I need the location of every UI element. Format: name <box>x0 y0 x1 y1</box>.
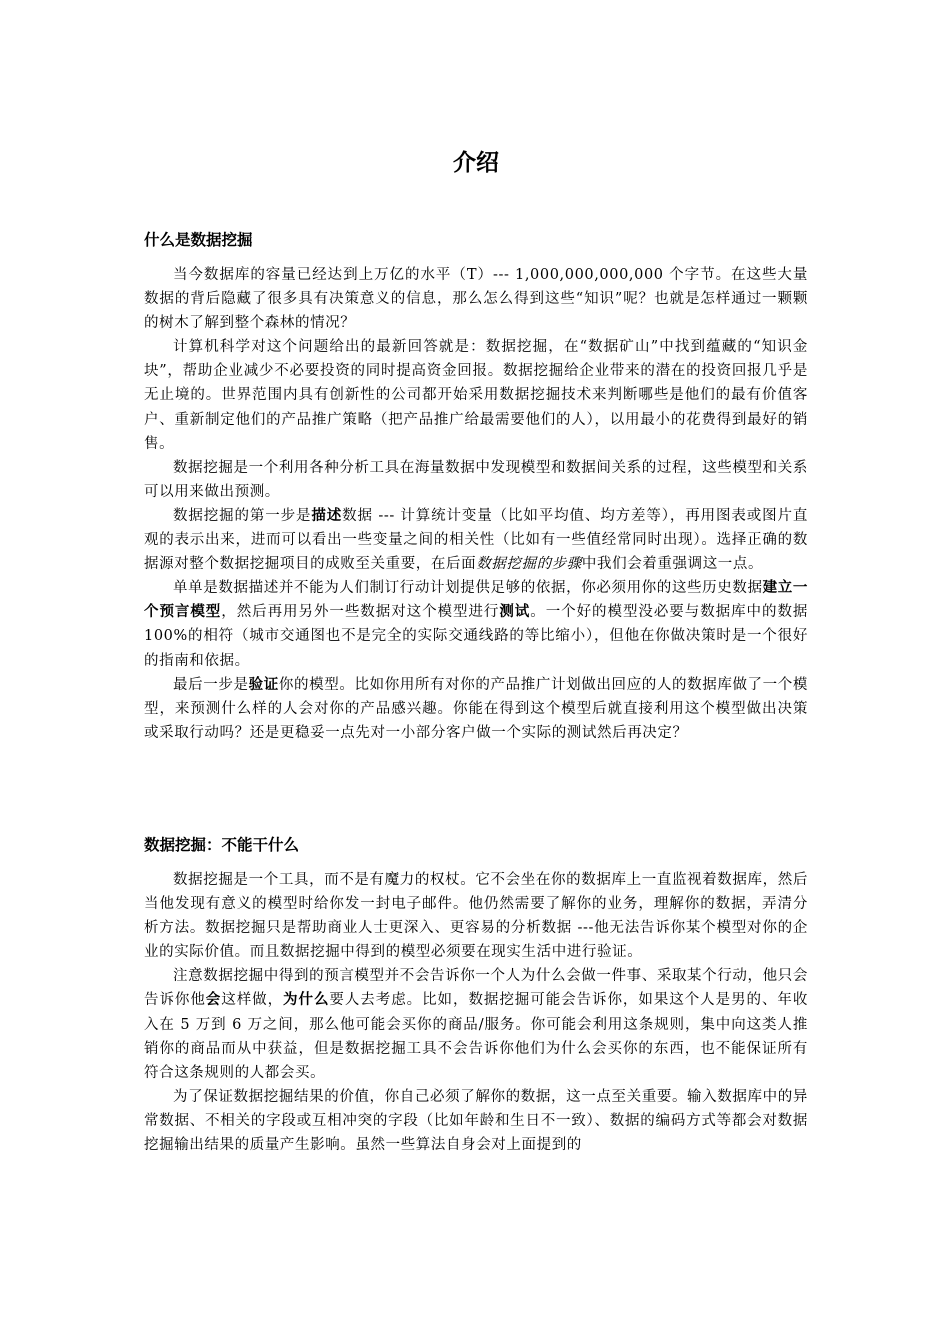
text-run: 这样做， <box>221 992 284 1009</box>
text-run: 单单是数据描述并不能为人们制订行动计划提供足够的依据，你必须用你的这些历史数据 <box>173 580 763 597</box>
bold-term: 描述 <box>311 507 343 524</box>
text-run: 。一个好的模型没必要与数据库中的数据 100%的相符（城市交通图也不是完全的实际交通线路的等比缩小），但他在你做决策时是一个很好的指南和依据。 <box>144 604 808 669</box>
text-run: 中我们会着重强调这一点。 <box>581 556 764 573</box>
text-run: 数据挖掘的第一步是 <box>173 507 312 524</box>
italic-reference: 数据挖掘的步骤 <box>476 556 582 573</box>
paragraph: 计算机科学对这个问题给出的最新回答就是：数据挖掘，在“数据矿山”中找到蕴藏的“知识金块”，帮助企业减少不必要投资的同时提高资金回报。数据挖掘给企业带来的潜在的投资回报几乎是无止境的。世界范围内具有创新性的公司都开始采用数据挖掘技术来判断哪些是他们的最有价值客户、重新制定他们的产品推广策略（把产品推广给最需要他们的人），以用最小的花费得到最好的销售。 <box>144 339 808 452</box>
text-run: ，然后再用另外一些数据对这个模型进行 <box>221 604 500 621</box>
section-what-is-data-mining <box>144 229 808 745</box>
paragraph: 当今数据库的容量已经达到上万亿的水平（T）--- 1,000,000,000,000 个字节。在这些大量数据的背后隐藏了很多具有决策意义的信息，那么怎么得到这些“知识”呢？也就是怎样通过一颗颗的树木了解到整个森林的情况？ <box>144 267 808 332</box>
text-run: 数据 --- 计算统计变量（比如平均值、均方差等），再用图表或图片直观的表示出来，进而可以看出一些变量之间的相关性（比如有一些值经常同时出现）。选择正确的数据源对整个数据挖掘项目的成败至关重要，在后面 <box>144 507 808 573</box>
text-run: 要人去考虑。比如，数据挖掘可能会告诉你，如果这个人是男的、年收入在 5 万到 6 万之间，那么他可能会买你的商品/服务。你可能会利用这条规则，集中向这类人推销你的商品而从中获益，但是数据挖掘工具不会告诉你他们为什么会买你的东西，也不能保证所有符合这条规则的人都会买。 <box>144 992 808 1081</box>
section-heading: 数据挖掘：不能干什么 <box>144 836 300 854</box>
paragraph: 数据挖掘是一个工具，而不是有魔力的权杖。它不会坐在你的数据库上一直监视着数据库，然后当他发现有意义的模型时给你发一封电子邮件。他仍然需要了解你的业务，理解你的数据，弄清分析方法。数据挖掘只是帮助商业人士更深入、更容易的分析数据 ---他无法告诉你某个模型对你的企业的实际价值。而且数据挖掘中得到的模型必须要在现实生活中进行验证。 <box>144 872 808 961</box>
section-heading: 什么是数据挖掘 <box>144 231 253 249</box>
paragraph <box>144 504 808 576</box>
paragraph: 为了保证数据挖掘结果的价值，你自己必须了解你的数据，这一点至关重要。输入数据库中的异常数据、不相关的字段或互相冲突的字段（比如年龄和生日不一致）、数据的编码方式等都会对数据挖掘输出结果的质量产生影响。虽然一些算法自身会对上面提到的 <box>144 1088 808 1154</box>
bold-term: 为什么 <box>283 992 330 1009</box>
paragraph <box>144 673 808 745</box>
bold-term: 验证 <box>248 676 279 693</box>
bold-term: 建立一个预言模型 <box>144 580 808 621</box>
paragraph <box>144 576 808 672</box>
bold-term: 测试 <box>499 604 531 621</box>
text-run: 你的模型。比如你用所有对你的产品推广计划做出回应的人的数据库做了一个模型，来预测什么样的人会对你的产品感兴趣。你能在得到这个模型后就直接利用这个模型做出决策或采取行动吗？还是更稳妥一点先对一小部分客户做一个实际的测试然后再决定？ <box>144 676 809 741</box>
text-run: 注意数据挖掘中得到的预言模型并不会告诉你一个人为什么会做一件事、采取某个行动，他只会告诉你他 <box>144 968 808 1009</box>
paragraph: 数据挖掘是一个利用各种分析工具在海量数据中发现模型和数据间关系的过程，这些模型和关系可以用来做出预测。 <box>144 459 808 500</box>
page-title: 介绍 <box>453 150 499 176</box>
paragraph <box>144 964 808 1084</box>
section-what-data-mining-cannot-do <box>144 834 808 1157</box>
text-run: 最后一步是 <box>173 676 249 693</box>
bold-term: 会 <box>205 992 222 1009</box>
